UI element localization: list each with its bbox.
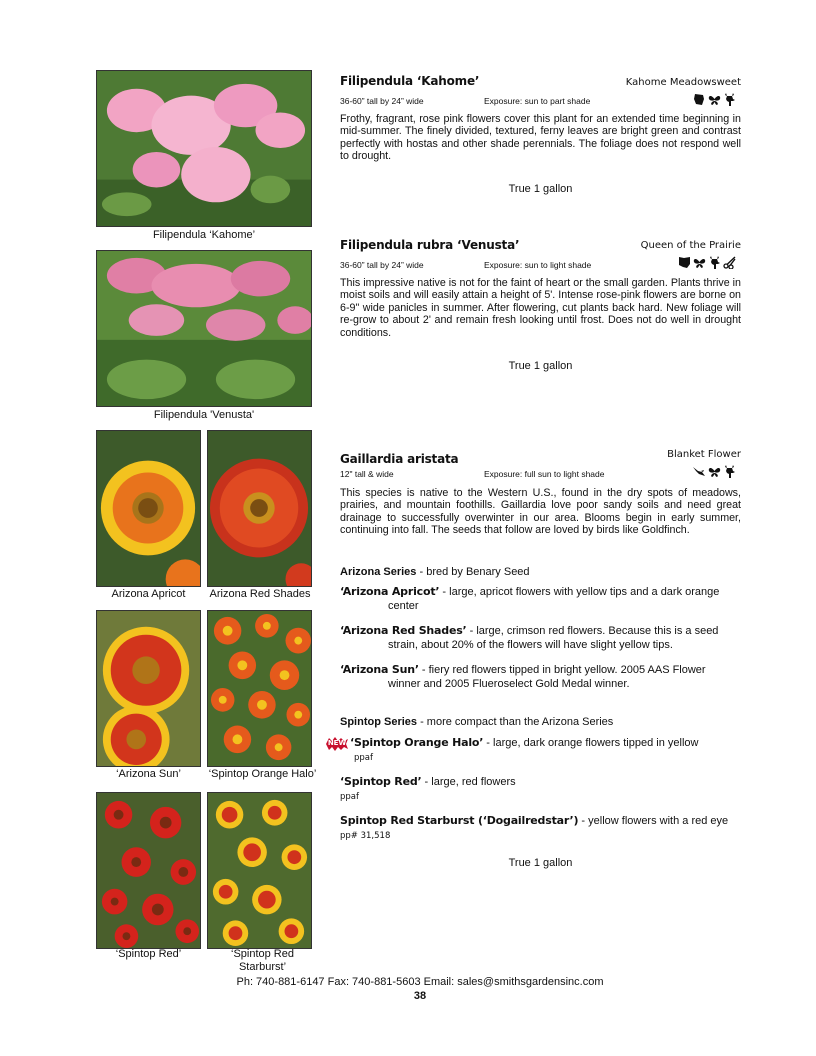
butterfly-icon: [708, 465, 721, 478]
cultivar-arizona-red-shades: [340, 624, 741, 652]
venusta-exposure: Exposure: sun to light shade: [484, 260, 592, 270]
cultivar-text-cont: strain, about 20% of the flowers will have slight yellow tips.: [388, 639, 673, 651]
cultivar-spintop-orange-halo: [350, 736, 741, 750]
gaillardia-exposure: Exposure: full sun to light shade: [484, 469, 605, 479]
arizona-series-heading: [340, 566, 530, 578]
spintop-red-caption: ‘Spintop Red’: [115, 948, 182, 960]
venusta-caption: Filipendula 'Venusta': [153, 409, 255, 421]
cultivar-text: - fiery red flowers tipped in bright yellow. 2005 AAS Flower: [418, 664, 706, 676]
gaillardia-title: Gaillardia aristata: [340, 452, 459, 466]
kahome-common-name: Kahome Meadowsweet: [625, 77, 741, 88]
gaillardia-container: True 1 gallon: [508, 857, 573, 869]
cultivar-text: - large, red flowers: [421, 776, 516, 788]
bird-icon: [693, 465, 706, 478]
kahome-title: Filipendula ‘Kahome’: [340, 74, 480, 88]
cultivar-text: - large, dark orange flowers tipped in yellow: [483, 737, 699, 749]
cultivar-text: - large, crimson red flowers. Because this is a seed: [466, 625, 719, 637]
arizona-red-shades-caption: Arizona Red Shades: [209, 588, 311, 600]
arizona-red-shades-photo: [207, 430, 312, 587]
deer-resistant-icon: [708, 256, 721, 269]
spintop-orange-halo-photo: [207, 610, 312, 767]
cultivar-text-cont: winner and 2005 Flueroselect Gold Medal winner.: [388, 678, 630, 690]
gaillardia-common-name: Blanket Flower: [667, 449, 741, 460]
cultivar-text-cont: center: [388, 600, 419, 612]
spintop-series-heading: [340, 716, 613, 728]
cultivar-name: ‘Arizona Apricot’: [340, 585, 440, 598]
deer-resistant-icon: [723, 465, 736, 478]
spintop-red-starburst-caption: [200, 948, 325, 974]
cultivar-text: - large, apricot flowers with yellow tips and a dark orange: [439, 586, 720, 598]
venusta-size: 36-60” tall by 24” wide: [340, 260, 424, 270]
butterfly-icon: [693, 256, 706, 269]
new-badge: [326, 737, 348, 751]
cultivar-spintop-red: [340, 775, 741, 789]
arizona-apricot-photo: [96, 430, 201, 587]
arizona-sun-caption: ‘Arizona Sun’: [116, 768, 181, 780]
cultivar-name: ‘Spintop Red’: [340, 775, 422, 788]
cultivar-name: ‘Arizona Red Shades’: [340, 624, 467, 637]
cultivar-name: ‘Arizona Sun’: [340, 663, 419, 676]
cultivar-name: Spintop Red Starburst (‘Dogailredstar’): [340, 814, 579, 827]
spintop-red-starburst-caption-line2: Starburst’: [238, 961, 287, 973]
cultivar-arizona-sun: [340, 663, 741, 691]
venusta-icons: [678, 256, 736, 269]
kahome-size: 36-60” tall by 24” wide: [340, 96, 424, 106]
filipendula-kahome-photo: [96, 70, 312, 227]
kahome-container: True 1 gallon: [508, 183, 573, 195]
deer-resistant-icon: [723, 93, 736, 106]
venusta-title: Filipendula rubra ‘Venusta’: [340, 238, 520, 252]
spintop-series-title: Spintop Series: [340, 716, 418, 728]
native-icon: [693, 93, 706, 106]
filipendula-venusta-photo: [96, 250, 312, 407]
gaillardia-description: This species is native to the Western U.S., found in the dry spots of meadows, prairies, and mountain foothills. Gaillardia love poor sandy soils and need great drainage to successfully overwinter in our area. Blooms begin in early summer, continuing into fall. The seeds that follow are loved by birds like Goldfinch.: [340, 487, 741, 537]
page-number: 38: [413, 990, 427, 1002]
arizona-apricot-caption: Arizona Apricot: [111, 588, 186, 600]
spintop-red-starburst-patent: pp# 31,518: [340, 831, 391, 841]
cultivar-spintop-red-starburst: [340, 814, 741, 828]
kahome-caption: Filipendula ‘Kahome’: [152, 229, 256, 241]
butterfly-icon: [708, 93, 721, 106]
spintop-red-starburst-caption-line1: ‘Spintop Red: [231, 948, 294, 960]
footer-contact: Ph: 740-881-6147 Fax: 740-881-5603 Email: sales@smithsgardensinc.com: [236, 976, 604, 988]
venusta-common-name: Queen of the Prairie: [640, 240, 741, 251]
spintop-red-starburst-photo: [207, 792, 312, 949]
kahome-exposure: Exposure: sun to part shade: [484, 96, 591, 106]
cultivar-arizona-apricot: [340, 585, 741, 613]
venusta-container: True 1 gallon: [508, 360, 573, 372]
gaillardia-size: 12" tall & wide: [340, 469, 394, 479]
spintop-orange-halo-caption: ‘Spintop Orange Halo’: [208, 768, 317, 780]
spintop-series-subtitle: - more compact than the Arizona Series: [417, 716, 614, 728]
ohio-native-icon: [678, 256, 691, 269]
cultivar-text: - yellow flowers with a red eye: [578, 815, 729, 827]
arizona-series-title: Arizona Series: [340, 566, 417, 578]
spintop-orange-halo-patent: ppaf: [354, 753, 373, 763]
spintop-red-patent: ppaf: [340, 792, 359, 802]
new-badge-label: NEW: [327, 739, 347, 747]
cut-flower-icon: [723, 256, 736, 269]
kahome-description: Frothy, fragrant, rose pink flowers cover this plant for an extended time beginning in mid-summer. The finely divided, textured, ferny leaves are bright green and contrast perfectly with hostas and other shade perennials. The foliage does not respond well to drought.: [340, 113, 741, 163]
arizona-series-subtitle: - bred by Benary Seed: [416, 566, 530, 578]
arizona-sun-photo: [96, 610, 201, 767]
cultivar-name: ‘Spintop Orange Halo’: [350, 736, 484, 749]
kahome-icons: [693, 93, 736, 106]
spintop-red-photo: [96, 792, 201, 949]
venusta-description: This impressive native is not for the faint of heart or the small garden. Plants thrive in moist soils and will easily attain a height of 5'. Intense rose-pink flowers are borne on 6-9" wide panicles in summer. After flowering, cut plants back hard. New foliage will re-grow to about 2' and remain fresh looking until frost. Does not do well in drought conditions.: [340, 277, 741, 339]
gaillardia-icons: [693, 465, 736, 478]
